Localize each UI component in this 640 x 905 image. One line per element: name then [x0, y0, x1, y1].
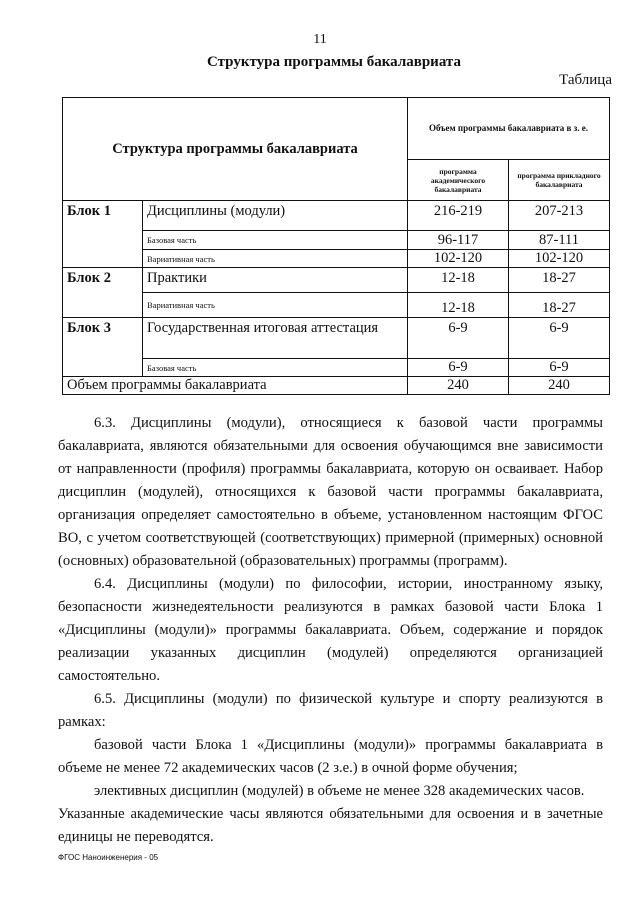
block-name: Дисциплины (модули): [143, 201, 408, 231]
table-row: [63, 201, 610, 231]
paragraph-6-5-item-elective: элективных дисциплин (модулей) в объеме не менее 328 академических часов.: [94, 783, 585, 799]
table-row: [63, 318, 610, 359]
value-academic: 216-219: [408, 201, 509, 231]
value-applied: 6-9: [509, 318, 610, 359]
total-applied: 240: [509, 377, 610, 395]
table-row: [63, 231, 610, 250]
block-label: Блок 2: [63, 268, 143, 318]
header-structure: Структура программы бакалавриата: [63, 98, 408, 201]
paragraph-6-4: 6.4. Дисциплины (модули) по философии, истории, иностранному языку, безопасности жизнедеятельности реализуются в рамках базовой части Блока 1 «Дисциплины (модули)» программы бакалавриата. Объем, содержание и порядок реализации указанных дисциплин (модулей) определяются организацией самостоятельно.: [58, 576, 603, 684]
value-applied: 6-9: [509, 359, 610, 377]
table-row: [63, 293, 610, 318]
value-academic: 96-117: [408, 231, 509, 250]
value-applied: 18-27: [509, 268, 610, 293]
document-title: Структура программы бакалавриата: [207, 54, 461, 70]
value-academic: 6-9: [408, 359, 509, 377]
value-applied: 18-27: [509, 293, 610, 318]
part-name: Вариативная часть: [143, 250, 408, 268]
value-applied: 102-120: [509, 250, 610, 268]
header-academic: программа академического бакалавриата: [408, 160, 509, 201]
page-number: 11: [313, 32, 327, 47]
paragraph-6-5-item-basic: базовой части Блока 1 «Дисциплины (модули)» программы бакалавриата в объеме не менее 72 академических часов (2 з.е.) в очной форме обучения;: [58, 737, 603, 776]
part-name: Базовая часть: [143, 359, 408, 377]
table-row-total: [63, 377, 610, 395]
table-row: [63, 359, 610, 377]
footer-note: ФГОС Наноинженерия - 05: [58, 853, 159, 862]
value-academic: 12-18: [408, 293, 509, 318]
table-caption: Таблица: [559, 72, 612, 88]
block-name: Государственная итоговая аттестация: [143, 318, 408, 359]
paragraph-6-3: 6.3. Дисциплины (модули), относящиеся к базовой части программы бакалавриата, являются обязательными для освоения обучающимся вне зависимости от направленности (профиля) программы бакалавриата, которую он осваивает. Набор дисциплин (модулей), относящихся к базовой части программы бакалавриата, организация определяет самостоятельно в объеме, установленном настоящим ФГОС ВО, с учетом соответствующей (соответствующих) примерной (примерных) основной (основных) образовательной (образовательных) программы (программ).: [58, 415, 603, 569]
part-name: Вариативная часть: [143, 293, 408, 318]
value-applied: 87-111: [509, 231, 610, 250]
value-applied: 207-213: [509, 201, 610, 231]
header-volume: Объем программы бакалавриата в з. е.: [408, 98, 610, 160]
header-applied: программа прикладного бакалавриата: [509, 160, 610, 201]
total-label: Объем программы бакалавриата: [63, 377, 408, 395]
paragraph-6-5-note: Указанные академические часы являются обязательными для освоения и в зачетные единицы не переводятся.: [58, 806, 603, 845]
value-academic: 6-9: [408, 318, 509, 359]
block-label: Блок 1: [63, 201, 143, 268]
block-name: Практики: [143, 268, 408, 293]
body-text: [58, 412, 603, 849]
part-name: Базовая часть: [143, 231, 408, 250]
paragraph-6-5: 6.5. Дисциплины (модули) по физической культуре и спорту реализуются в рамках:: [58, 691, 603, 730]
total-academic: 240: [408, 377, 509, 395]
table-row: [63, 250, 610, 268]
value-academic: 12-18: [408, 268, 509, 293]
value-academic: 102-120: [408, 250, 509, 268]
table-row: [63, 268, 610, 293]
block-label: Блок 3: [63, 318, 143, 377]
program-structure-table: [62, 97, 610, 395]
